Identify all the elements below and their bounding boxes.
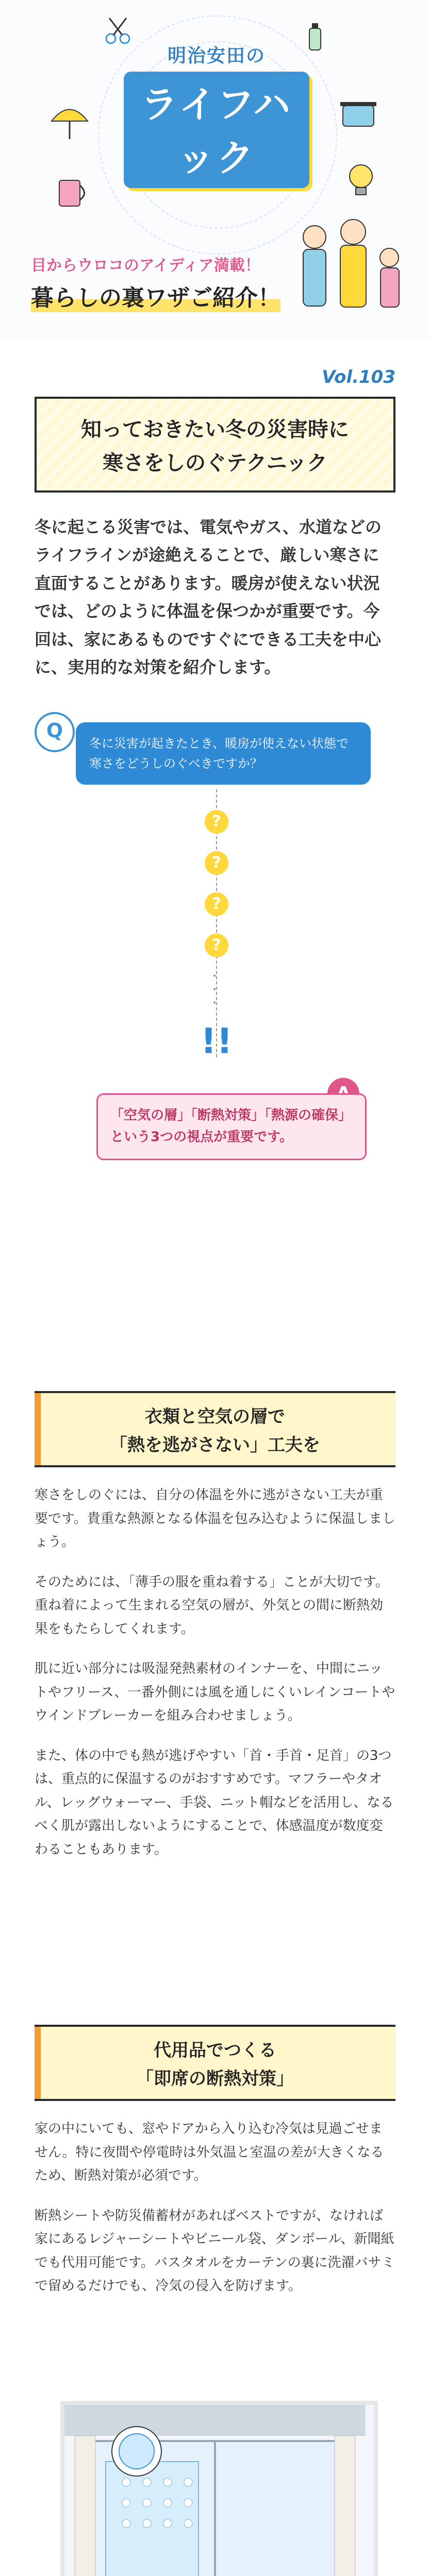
lead-paragraph: 冬に起こる災害では、電気やガス、水道などのライフラインが途絶えることで、厳しい寒さに直面することがあります。暖房が使えない状況では、どのように体温を保つかが重要です。今回は、家にあるものですぐにできる工夫を中心に、実用的な対策を紹介します。 (35, 517, 382, 677)
brand-main: ライフハック (124, 72, 309, 188)
hero-header (0, 0, 430, 340)
bulb-icon (340, 160, 382, 201)
section-insulation (35, 2025, 395, 2298)
question-mark-icon: ? (205, 810, 228, 834)
ellipsis-dots: · · · (212, 969, 217, 1011)
cup-icon (52, 170, 93, 211)
tagline-2: 暮らしの裏ワザご紹介！ (31, 279, 280, 312)
section-clothing (35, 1391, 395, 1861)
section-title-2: 「即席の断熱対策」 (136, 2069, 294, 2089)
question-mark-icon: ? (205, 892, 228, 916)
family-illustration (289, 216, 412, 330)
qa-block (35, 712, 395, 1227)
heading-accent-bar (35, 1393, 41, 1465)
question-mark-icon: ? (205, 851, 228, 875)
section-title-1: 代用品でつくる (154, 2040, 276, 2061)
exclamation-icon: !! (201, 1021, 233, 1062)
question-badge: Q (35, 712, 75, 752)
brand-logo (124, 41, 309, 188)
brand-sub: 明治安田の (167, 45, 266, 66)
question-bubble: 冬に災害が起きたとき、暖房が使えない状態で寒さをどうしのぐべきですか？ (76, 722, 371, 785)
window-illustration (60, 2401, 378, 2576)
paragraph: また、体の中でも熱が逃げやすい「首・手首・足首」の3つは、重点的に保温するのがおすすめです。マフラーやタオル、レッグウォーマー、手袋、ニット帽などを活用し、なるべく肌が露出しないようにすることで、体感温度が数度変わることもあります。 (35, 1748, 394, 1857)
question-mark-icon: ? (205, 934, 228, 957)
paragraph: 肌に近い部分には吸湿発熱素材のインナーを、中間にニットやフリース、一番外側には風を通しにくいレインコートやウインドブレーカーを組み合わせましょう。 (35, 1661, 395, 1723)
section-title-1: 衣類と空気の層で (145, 1406, 285, 1427)
tagline-1: 目からウロコのアイディア満載！ (31, 257, 260, 275)
pot-icon (335, 88, 382, 134)
title-line-2: 寒さをしのぐテクニック (103, 451, 327, 475)
title-line-1: 知っておきたい冬の災害時に (81, 418, 349, 442)
section-heading (35, 2025, 395, 2101)
paragraph: 家の中にいても、窓やドアから入り込む冷気は見過ごせません。特に夜間や停電時は外気温と室温の差が大きくなるため、断熱対策が必須です。 (35, 2121, 384, 2183)
answer-bubble: 「空気の層」「断熱対策」「熱源の確保」という3つの視点が重要です。 (96, 1093, 367, 1160)
article-title (35, 397, 395, 493)
paragraph: 断熱シートや防災備蓄材があればベストですが、なければ家にあるレジャーシートやビニール袋、ダンボール、新聞紙でも代用可能です。バスタオルをカーテンの裏に洗濯バサミで留めるだけでも、冷気の侵入を防げます。 (35, 2208, 395, 2294)
vol-number: Vol.103 (322, 367, 395, 387)
article-title-block (35, 367, 395, 493)
tagline (31, 252, 280, 312)
window-insulation-drawing (64, 2405, 366, 2576)
section-heading (35, 1391, 395, 1467)
paragraph: 寒さをしのぐには、自分の体温を外に逃がさない工夫が重要です。貴重な熱源となる体温を包み込むように保温しましょう。 (35, 1487, 395, 1550)
umbrella-icon (46, 98, 93, 144)
paragraph: そのためには、「薄手の服を重ね着する」ことが大切です。重ね着によって生まれる空気の層が、外気との間に断熱効果をもたらしてくれます。 (35, 1574, 389, 1637)
section-title-2: 「熱を逃がさない」工夫を (110, 1435, 320, 1455)
heading-accent-bar (35, 2027, 41, 2099)
